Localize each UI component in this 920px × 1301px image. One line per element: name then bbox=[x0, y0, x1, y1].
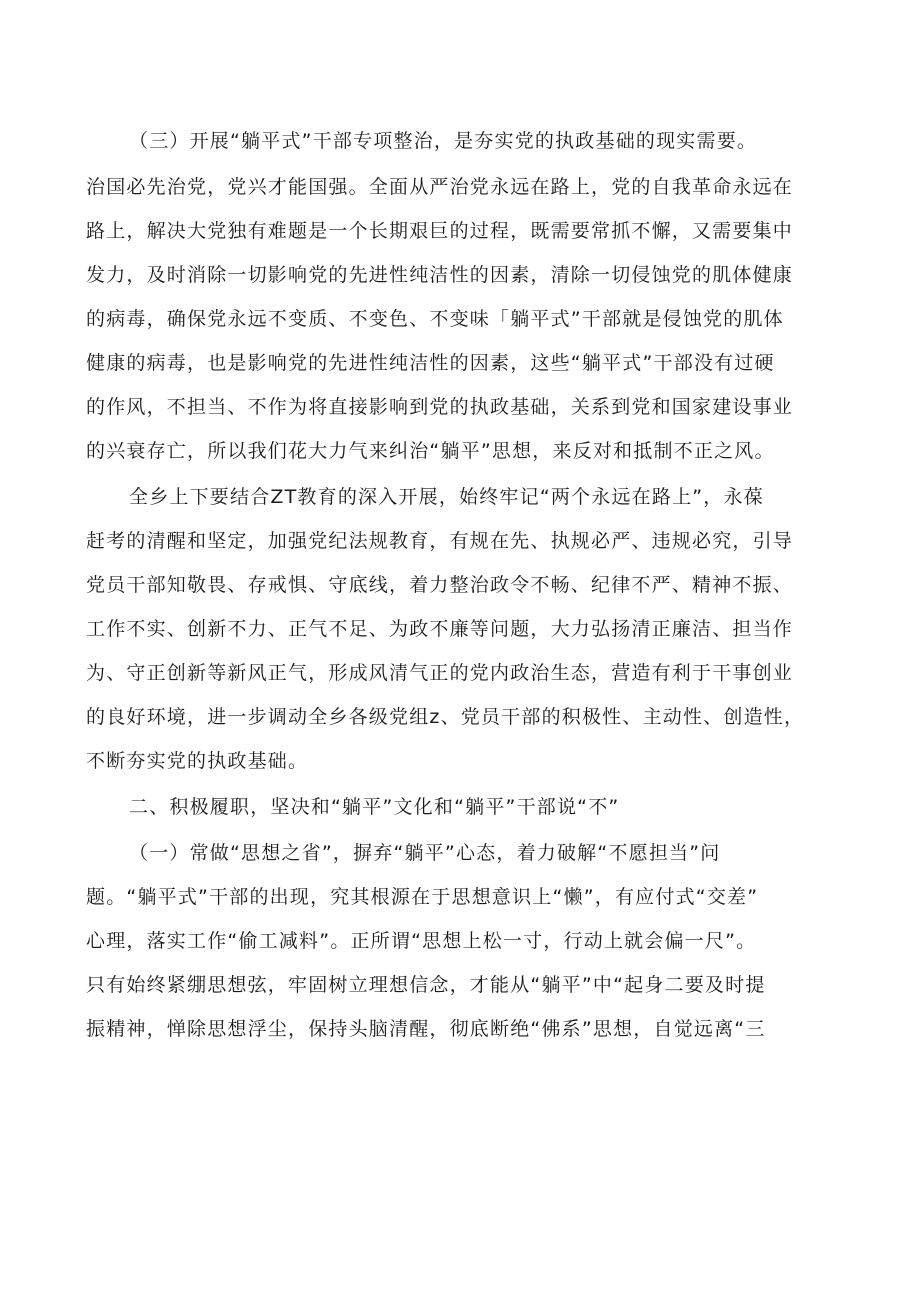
paragraph-line: 振精神，惮除思想浮尘，保持头脑清醒，彻底断绝“佛系”思想，自觉远离“三 bbox=[86, 1018, 766, 1040]
paragraph-line: 的作风，不担当、不作为将直接影响到党的执政基础，关系到党和国家建设事业 bbox=[86, 396, 794, 418]
paragraph-line: 的良好环境，进一步调动全乡各级党组z、党员干部的积极性、主动性、创造性， bbox=[86, 706, 805, 728]
paragraph-line: 的病毒，确保党永远不变质、不变色、不变味「躺平式”干部就是侵蚀党的肌体 bbox=[86, 308, 784, 330]
paragraph-line: 只有始终紧绷思想弦，牢固树立理想信念，才能从“躺平”中“起身二要及时提 bbox=[86, 974, 766, 996]
subsection-one-heading: （一）常做“思想之省”，摒弃“躺平”心态，着力破解“不愿担当”问 bbox=[129, 842, 721, 864]
paragraph-line: 的兴衰存亡，所以我们花大力气来纠治“躺平”思想，来反对和抵制不正之风。 bbox=[86, 440, 775, 462]
section-two-heading: 二、积极履职，坚决和“躺平”文化和“躺平”干部说“不” bbox=[129, 796, 620, 818]
paragraph-line: 题。“躺平式”干部的出现，究其根源在于思想意识上“懒”，有应付式“交差” bbox=[86, 886, 759, 908]
paragraph-line: 不断夯实党的执政基础。 bbox=[86, 750, 309, 772]
paragraph-line: 为、守正创新等新风正气，形成风清气正的党内政治生态，营造有利于干事创业 bbox=[86, 662, 794, 684]
paragraph-line: 党员干部知敬畏、存戒惧、守底线，着力整治政令不畅、纪律不严、精神不振、 bbox=[86, 574, 794, 596]
paragraph-line: 工作不实、创新不力、正气不足、为政不廉等问题，大力弘扬清正廉洁、担当作 bbox=[86, 618, 794, 640]
paragraph-first-line: 全乡上下要结合ZT教育的深入开展，始终牢记“两个永远在路上”，永葆 bbox=[129, 486, 764, 508]
paragraph-line: 心理，落实工作“偷工减料”。正所谓“思想上松一寸，行动上就会偏一尺”。 bbox=[86, 930, 757, 952]
paragraph-line: 健康的病毒，也是影响党的先进性纯洁性的因素，这些“躺平式”干部没有过硬 bbox=[86, 352, 775, 374]
paragraph-line: 路上，解决大党独有难题是一个长期艰巨的过程，既需要常抓不懈，又需要集中 bbox=[86, 220, 794, 242]
paragraph-line: 治国必先治党，党兴才能国强。全面从严治党永远在路上，党的自我革命永远在 bbox=[86, 176, 794, 198]
section-san-heading: （三）开展“躺平式”干部专项整治，是夯实党的执政基础的现实需要。 bbox=[129, 130, 758, 152]
paragraph-line: 发力，及时消除一切影响党的先进性纯洁性的因素，清除一切侵蚀党的肌体健康 bbox=[86, 264, 794, 286]
paragraph-line: 赶考的清醒和坚定，加强党纪法规教育，有规在先、执规必严、违规必究，引导 bbox=[86, 530, 794, 552]
